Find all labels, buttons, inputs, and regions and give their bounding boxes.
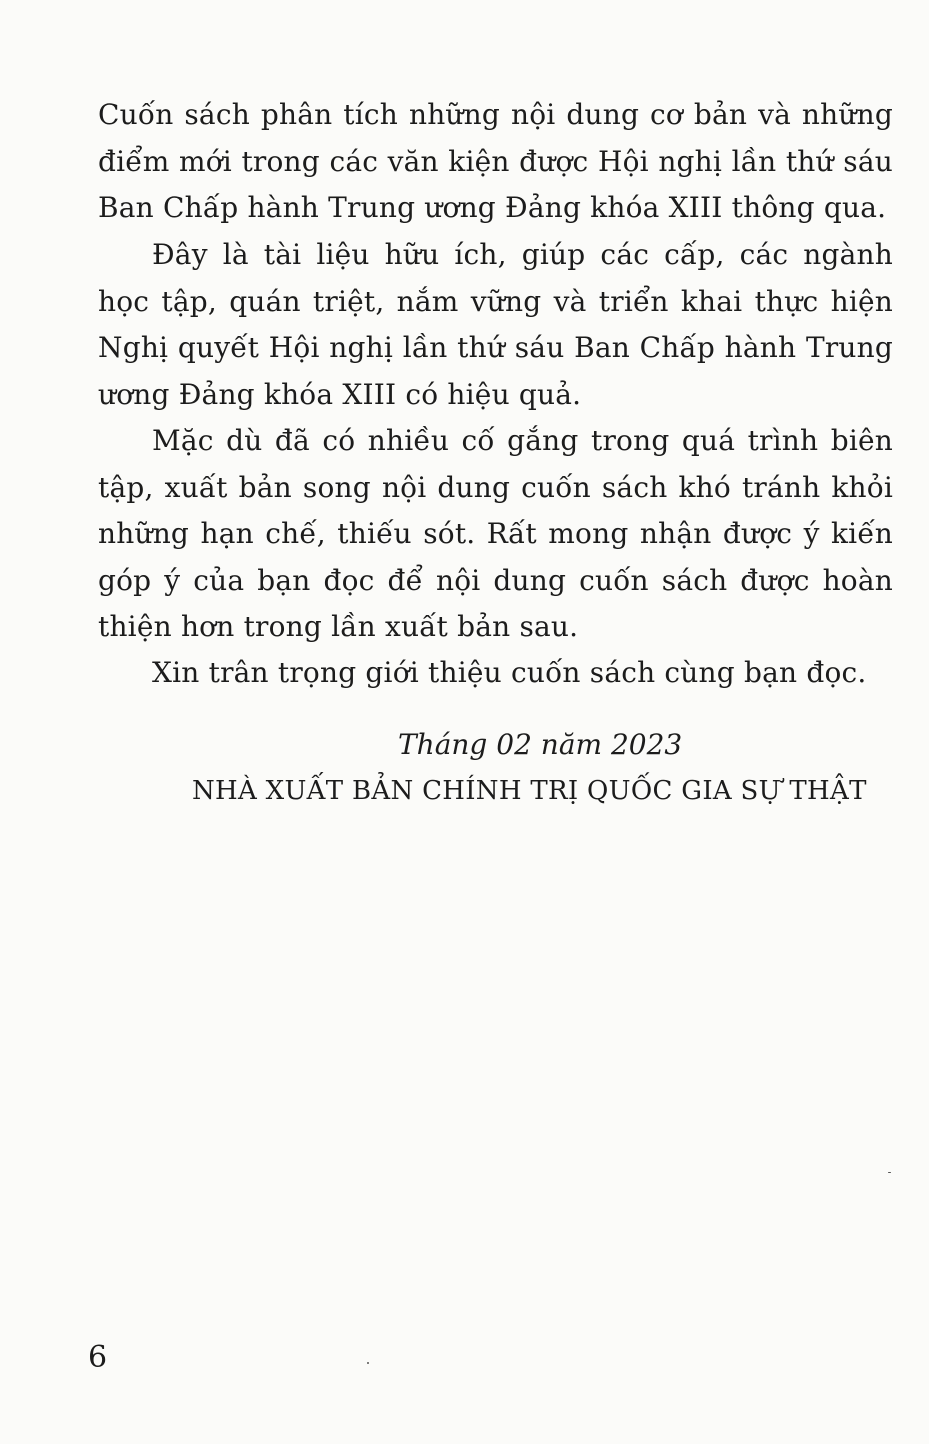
paragraph-intro: Cuốn sách phân tích những nội dung cơ bản và những điểm mới trong các văn kiện được Hội nghị lần thứ sáu Ban Chấp hành Trung ương Đảng khóa XIII thông qua. <box>98 98 893 224</box>
print-speck <box>888 1172 891 1173</box>
paragraph-feedback: Mặc dù đã có nhiều cố gắng trong quá trình biên tập, xuất bản song nội dung cuốn sách khó tránh khỏi những hạn chế, thiếu sót. Rất mong nhận được ý kiến góp ý của bạn đọc để nội dung cuốn sách được hoàn thiện hơn trong lần xuất bản sau. <box>98 424 893 643</box>
publication-date: Tháng 02 năm 2023 <box>398 728 683 761</box>
page-number: 6 <box>88 1340 108 1375</box>
paragraph-usefulness: Đây là tài liệu hữu ích, giúp các cấp, các ngành học tập, quán triệt, nắm vững và triển khai thực hiện Nghị quyết Hội nghị lần thứ sáu Ban Chấp hành Trung ương Đảng khóa XIII có hiệu quả. <box>98 238 893 411</box>
print-speck <box>367 1362 369 1364</box>
publisher-name: NHÀ XUẤT BẢN CHÍNH TRỊ QUỐC GIA SỰ THẬT <box>192 776 867 806</box>
paragraph-closing: Xin trân trọng giới thiệu cuốn sách cùng bạn đọc. <box>152 656 867 689</box>
